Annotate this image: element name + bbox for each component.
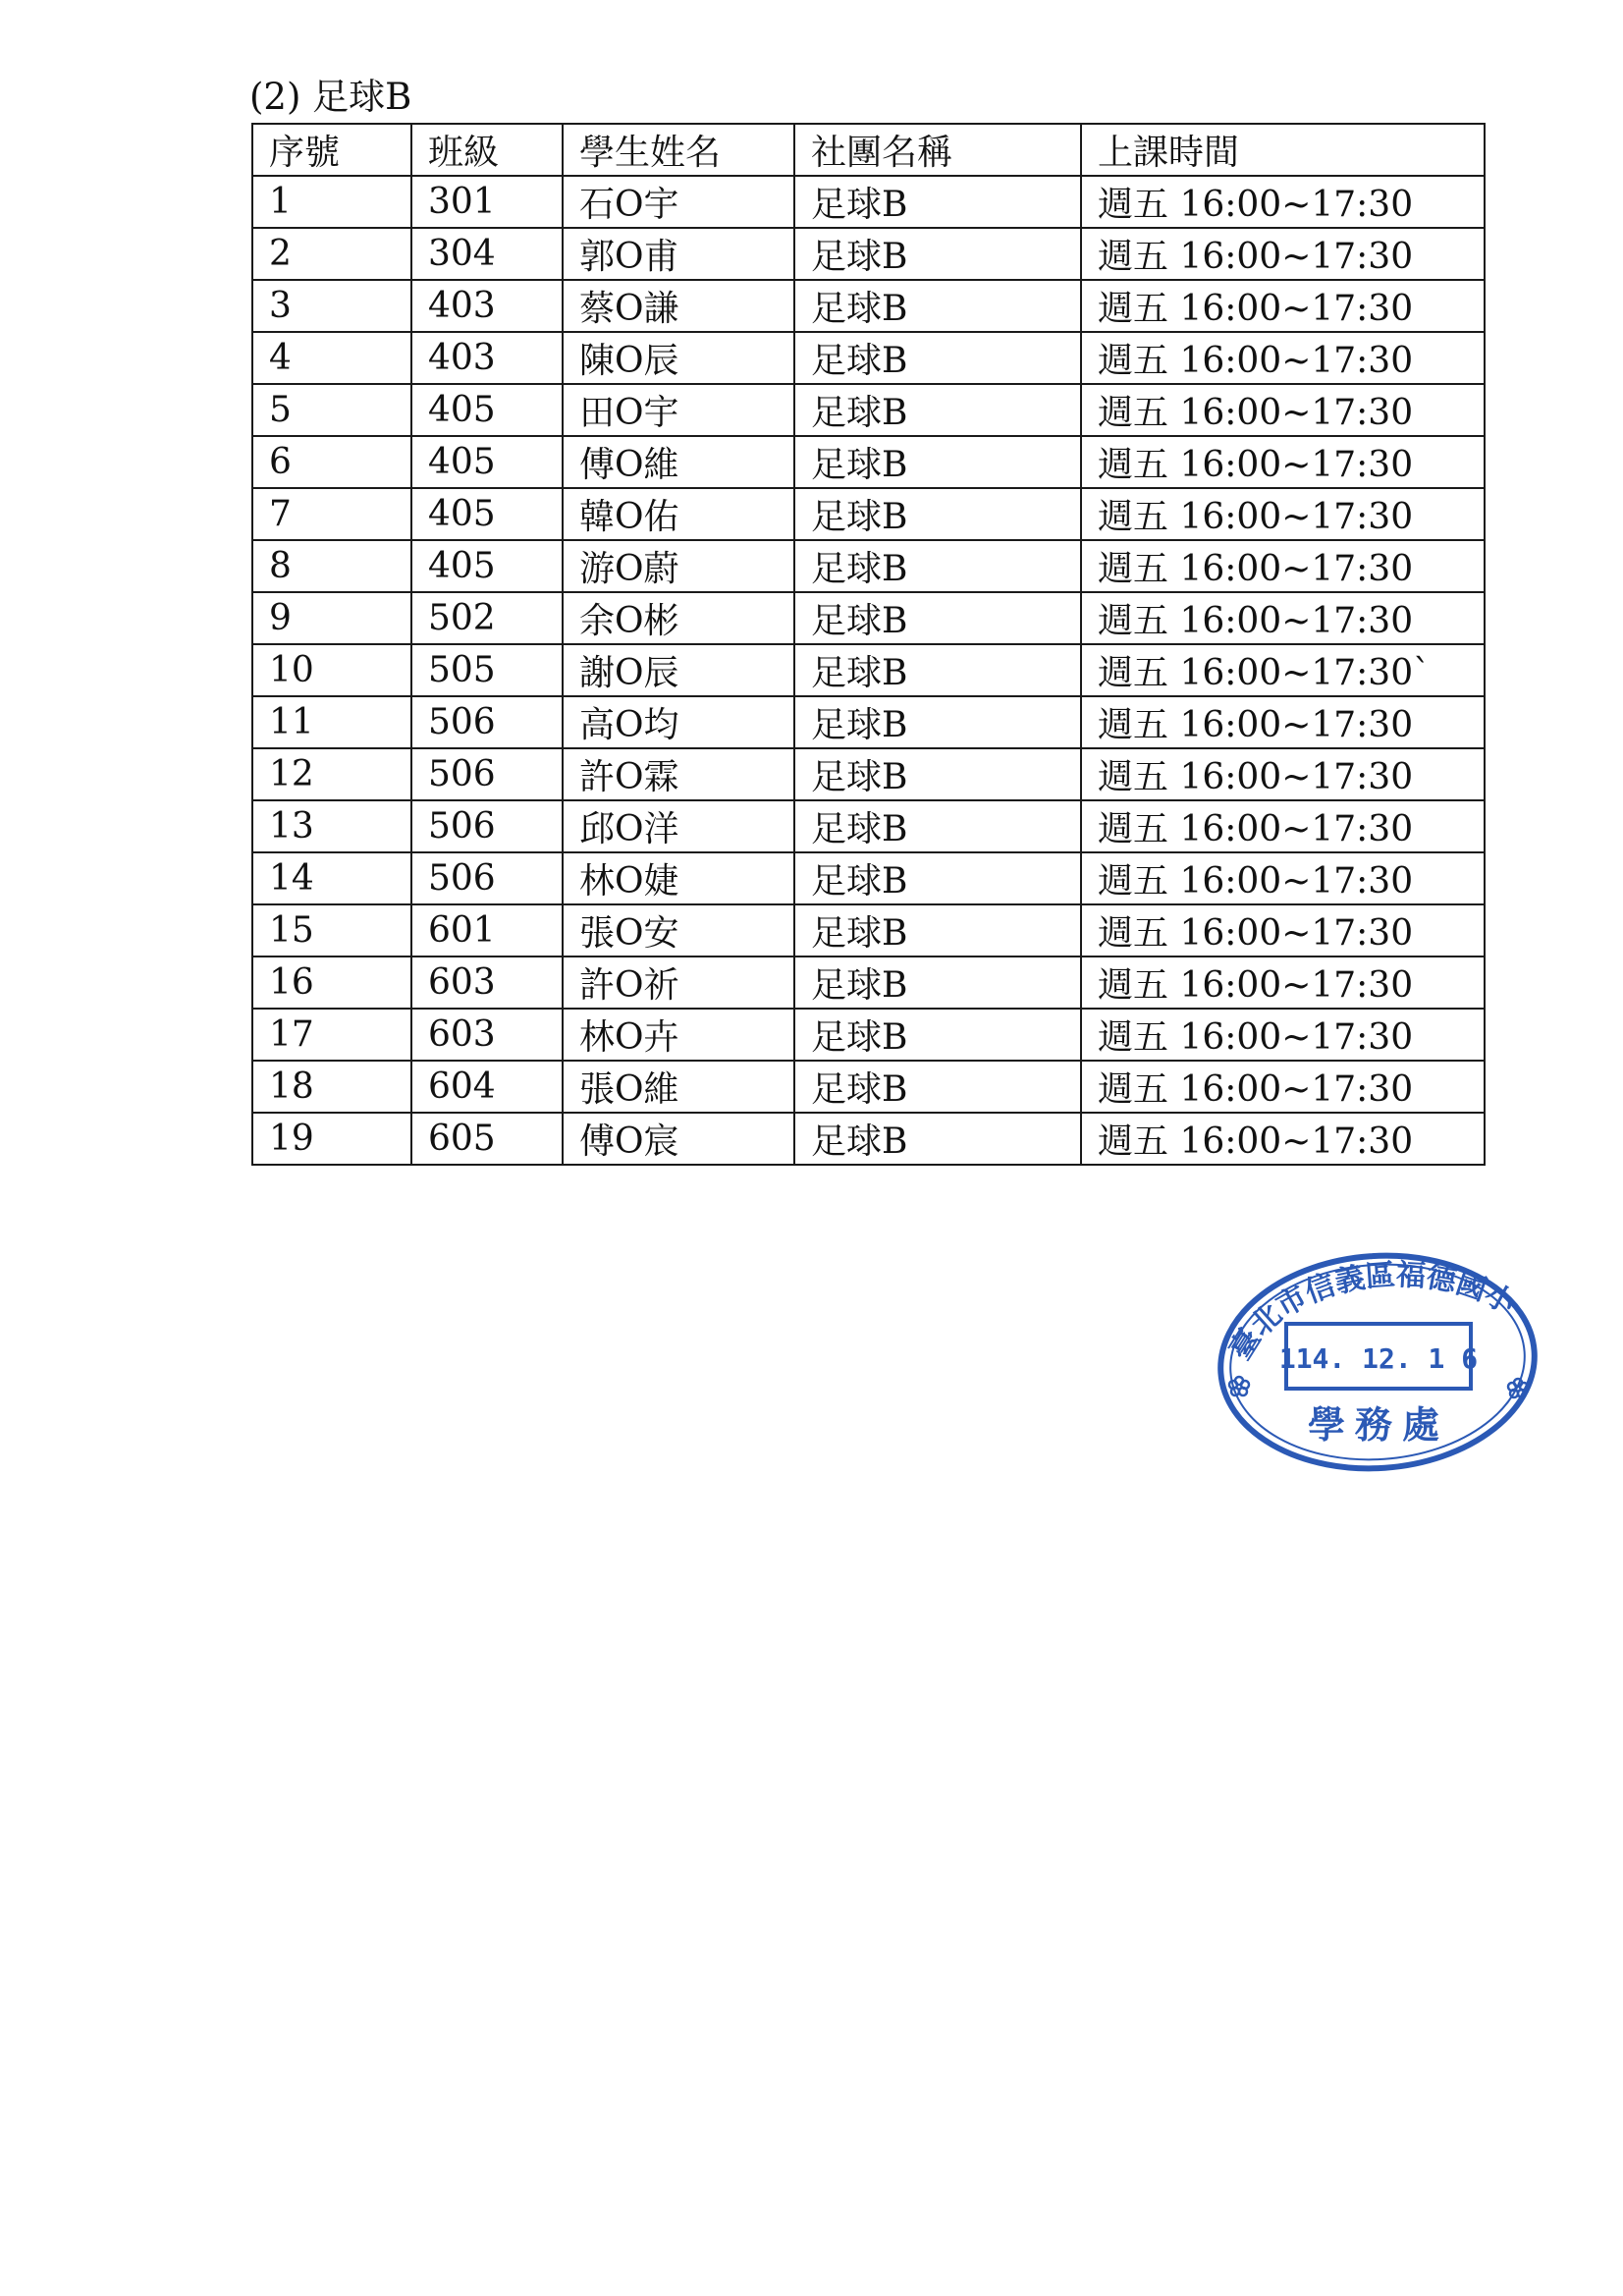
cell-class-time: 週五 16:00~17:30	[1081, 904, 1485, 957]
cell-club-name: 足球B	[794, 384, 1081, 436]
cell-club-name: 足球B	[794, 904, 1081, 957]
cell-class-time: 週五 16:00~17:30	[1081, 280, 1485, 332]
header-student-name: 學生姓名	[563, 124, 794, 176]
cell-class-time: 週五 16:00~17:30	[1081, 384, 1485, 436]
cell-club-name: 足球B	[794, 332, 1081, 384]
cell-class-time: 週五 16:00~17:30`	[1081, 644, 1485, 696]
stamp-school-name: 臺北市信義區福德國小	[1222, 1257, 1521, 1367]
stamp-date: 114. 12. 1 6	[1278, 1342, 1479, 1375]
table-row	[252, 176, 1485, 228]
cell-class-time: 週五 16:00~17:30	[1081, 488, 1485, 540]
cell-student-name: 余O彬	[563, 592, 794, 644]
cell-student-name: 林O卉	[563, 1009, 794, 1061]
cell-club-name: 足球B	[794, 852, 1081, 904]
cell-student-name: 郭O甫	[563, 228, 794, 280]
cell-serial: 15	[252, 904, 411, 957]
cell-class-time: 週五 16:00~17:30	[1081, 1113, 1485, 1165]
table-header-row	[252, 124, 1485, 176]
table-row	[252, 748, 1485, 800]
table-row	[252, 384, 1485, 436]
cell-club-name: 足球B	[794, 436, 1081, 488]
cell-class-time: 週五 16:00~17:30	[1081, 436, 1485, 488]
cell-serial: 6	[252, 436, 411, 488]
header-club-name: 社團名稱	[794, 124, 1081, 176]
cell-class: 405	[411, 436, 563, 488]
table-row	[252, 904, 1485, 957]
cell-serial: 5	[252, 384, 411, 436]
cell-club-name: 足球B	[794, 540, 1081, 592]
cell-class-time: 週五 16:00~17:30	[1081, 540, 1485, 592]
cell-class-time: 週五 16:00~17:30	[1081, 176, 1485, 228]
table-row	[252, 488, 1485, 540]
cell-class: 301	[411, 176, 563, 228]
cell-serial: 18	[252, 1061, 411, 1113]
cell-student-name: 許O霖	[563, 748, 794, 800]
header-class-time: 上課時間	[1081, 124, 1485, 176]
cell-serial: 17	[252, 1009, 411, 1061]
cell-club-name: 足球B	[794, 1113, 1081, 1165]
table-row	[252, 800, 1485, 852]
roster-table	[251, 123, 1486, 1166]
cell-class-time: 週五 16:00~17:30	[1081, 852, 1485, 904]
cell-class: 304	[411, 228, 563, 280]
cell-club-name: 足球B	[794, 176, 1081, 228]
cell-student-name: 高O均	[563, 696, 794, 748]
table-row	[252, 1061, 1485, 1113]
cell-student-name: 田O宇	[563, 384, 794, 436]
cell-serial: 3	[252, 280, 411, 332]
cell-serial: 4	[252, 332, 411, 384]
cell-class: 601	[411, 904, 563, 957]
cell-serial: 9	[252, 592, 411, 644]
cell-serial: 13	[252, 800, 411, 852]
cell-student-name: 張O維	[563, 1061, 794, 1113]
cell-class: 506	[411, 852, 563, 904]
cell-club-name: 足球B	[794, 800, 1081, 852]
header-serial: 序號	[252, 124, 411, 176]
cell-club-name: 足球B	[794, 748, 1081, 800]
cell-serial: 11	[252, 696, 411, 748]
table-row	[252, 644, 1485, 696]
cell-class: 403	[411, 332, 563, 384]
table-row	[252, 852, 1485, 904]
cell-serial: 7	[252, 488, 411, 540]
cell-class: 506	[411, 696, 563, 748]
cell-student-name: 游O蔚	[563, 540, 794, 592]
cell-class: 605	[411, 1113, 563, 1165]
cell-class: 603	[411, 1009, 563, 1061]
cell-class: 405	[411, 540, 563, 592]
cell-student-name: 石O宇	[563, 176, 794, 228]
cell-serial: 10	[252, 644, 411, 696]
cell-student-name: 邱O洋	[563, 800, 794, 852]
cell-serial: 2	[252, 228, 411, 280]
cell-class: 603	[411, 957, 563, 1009]
cell-student-name: 許O祈	[563, 957, 794, 1009]
cell-serial: 12	[252, 748, 411, 800]
cell-club-name: 足球B	[794, 592, 1081, 644]
table-row	[252, 1113, 1485, 1165]
table-row	[252, 1009, 1485, 1061]
cell-class-time: 週五 16:00~17:30	[1081, 696, 1485, 748]
cell-club-name: 足球B	[794, 644, 1081, 696]
cell-class: 604	[411, 1061, 563, 1113]
cell-class-time: 週五 16:00~17:30	[1081, 228, 1485, 280]
cell-student-name: 傅O宸	[563, 1113, 794, 1165]
table-row	[252, 436, 1485, 488]
table-row	[252, 228, 1485, 280]
cell-club-name: 足球B	[794, 1061, 1081, 1113]
cell-serial: 16	[252, 957, 411, 1009]
cell-club-name: 足球B	[794, 228, 1081, 280]
cell-student-name: 張O安	[563, 904, 794, 957]
table-row	[252, 592, 1485, 644]
cell-student-name: 陳O辰	[563, 332, 794, 384]
cell-class: 506	[411, 800, 563, 852]
cell-student-name: 謝O辰	[563, 644, 794, 696]
cell-club-name: 足球B	[794, 488, 1081, 540]
cell-class-time: 週五 16:00~17:30	[1081, 957, 1485, 1009]
cell-club-name: 足球B	[794, 1009, 1081, 1061]
cell-class: 506	[411, 748, 563, 800]
cell-student-name: 韓O佑	[563, 488, 794, 540]
cell-class: 502	[411, 592, 563, 644]
cell-class-time: 週五 16:00~17:30	[1081, 748, 1485, 800]
cell-serial: 1	[252, 176, 411, 228]
table-row	[252, 540, 1485, 592]
cell-club-name: 足球B	[794, 696, 1081, 748]
official-stamp	[1196, 1239, 1549, 1485]
cell-class-time: 週五 16:00~17:30	[1081, 1061, 1485, 1113]
cell-club-name: 足球B	[794, 957, 1081, 1009]
cell-class: 405	[411, 384, 563, 436]
cell-class-time: 週五 16:00~17:30	[1081, 800, 1485, 852]
header-class: 班級	[411, 124, 563, 176]
table-row	[252, 696, 1485, 748]
cell-serial: 19	[252, 1113, 411, 1165]
cell-class: 505	[411, 644, 563, 696]
cell-class: 403	[411, 280, 563, 332]
table-row	[252, 280, 1485, 332]
cell-class: 405	[411, 488, 563, 540]
table-body	[252, 176, 1485, 1165]
stamp-office: 學務處	[1307, 1402, 1450, 1447]
cell-student-name: 傅O維	[563, 436, 794, 488]
table-row	[252, 332, 1485, 384]
cell-class-time: 週五 16:00~17:30	[1081, 1009, 1485, 1061]
cell-serial: 8	[252, 540, 411, 592]
section-caption: (2) 足球B	[249, 76, 412, 118]
table-row	[252, 957, 1485, 1009]
cell-club-name: 足球B	[794, 280, 1081, 332]
cell-class-time: 週五 16:00~17:30	[1081, 332, 1485, 384]
cell-serial: 14	[252, 852, 411, 904]
cell-class-time: 週五 16:00~17:30	[1081, 592, 1485, 644]
cell-student-name: 林O婕	[563, 852, 794, 904]
cell-student-name: 蔡O謙	[563, 280, 794, 332]
